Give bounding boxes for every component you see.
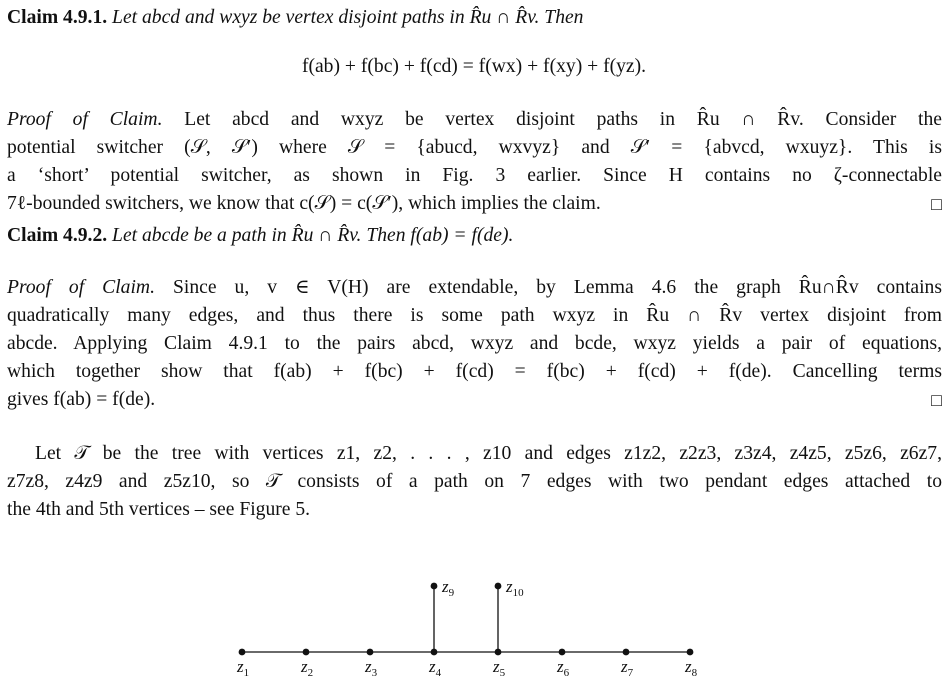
claim-label: Claim 4.9.2. xyxy=(7,225,108,246)
qed-symbol: □ xyxy=(931,194,942,214)
tree-vertex xyxy=(431,649,438,656)
claim-4-9-2 xyxy=(7,222,942,250)
paragraph-line: the 4th and 5th vertices – see Figure 5. xyxy=(7,499,311,520)
qed-symbol: □ xyxy=(931,390,942,410)
claim-label: Claim 4.9.1. xyxy=(7,7,108,28)
proof-line: Let abcd and wxyz be vertex disjoint paths in R̂u ∩ R̂v. Consider the xyxy=(184,109,942,130)
tree-vertex xyxy=(303,649,310,656)
vertex-label: $z_3$ xyxy=(364,657,378,679)
claim-4-9-1 xyxy=(7,4,942,32)
proof-label: Proof of Claim. xyxy=(7,109,163,130)
tree-vertex xyxy=(367,649,374,656)
proof-label: Proof of Claim. xyxy=(7,277,155,298)
tree-vertex xyxy=(495,649,502,656)
paragraph-line: z7z8, z4z9 and z5z10, so 𝒯 consists of a path on 7 edges with two pendant edges attached to xyxy=(7,471,942,492)
tree-vertex xyxy=(623,649,630,656)
vertex-label: $z_2$ xyxy=(300,657,314,679)
proof-line: Since u, v ∈ V(H) are extendable, by Lemma 4.6 the graph R̂u∩R̂v contains xyxy=(172,277,942,298)
vertex-label: $z_5$ xyxy=(492,657,506,679)
paragraph-line: Let 𝒯 be the tree with vertices z1, z2, . . . , z10 and edges z1z2, z2z3, z3z4, z4z5, z5z6, z6z7, xyxy=(35,443,942,464)
proof-line: potential switcher (𝒮, 𝒮′) where 𝒮 = {abucd, wxvyz} and 𝒮′ = {abvcd, wxuyz}. This is xyxy=(7,137,942,158)
proof-4-9-2 xyxy=(7,274,942,414)
claim-equation: f(ab) + f(bc) + f(cd) = f(wx) + f(xy) + f(yz). xyxy=(301,56,647,77)
proof-line: gives f(ab) = f(de). xyxy=(7,389,156,410)
tree-figure xyxy=(0,581,948,681)
tree-vertex xyxy=(559,649,566,656)
proof-line: 7ℓ-bounded switchers, we know that c(𝒮) = c(𝒮′), which implies the claim. xyxy=(7,193,601,214)
tree-vertex xyxy=(239,649,246,656)
claim-statement: Let abcd and wxyz be vertex disjoint paths in R̂u ∩ R̂v. Then xyxy=(112,7,584,28)
proof-line: a ‘short’ potential switcher, as shown in Fig. 3 earlier. Since H contains no ζ-connectable xyxy=(7,165,942,186)
tree-vertex xyxy=(495,583,502,590)
tree-vertex xyxy=(687,649,694,656)
vertex-label: $z_7$ xyxy=(620,657,634,679)
claim-statement: Let abcde be a path in R̂u ∩ R̂v. Then f(ab) = f(de). xyxy=(112,225,514,246)
vertex-label: $z_8$ xyxy=(684,657,698,679)
vertex-label: $z_4$ xyxy=(428,657,442,679)
tree-paragraph xyxy=(7,440,942,524)
proof-4-9-1 xyxy=(7,106,942,218)
tree-vertex xyxy=(431,583,438,590)
proof-line: quadratically many edges, and thus there is some path wxyz in R̂u ∩ R̂v vertex disjoint from xyxy=(7,305,942,326)
vertex-label: $z_{10}$ xyxy=(506,581,524,599)
vertex-label: $z_1$ xyxy=(236,657,250,679)
proof-line: abcde. Applying Claim 4.9.1 to the pairs abcd, wxyz and bcde, wxyz yields a pair of equations, xyxy=(7,333,942,354)
vertex-label: $z_6$ xyxy=(556,657,570,679)
vertex-label: $z_9$ xyxy=(442,581,455,599)
proof-line: which together show that f(ab) + f(bc) + f(cd) = f(bc) + f(cd) + f(de). Cancelling terms xyxy=(7,361,942,382)
